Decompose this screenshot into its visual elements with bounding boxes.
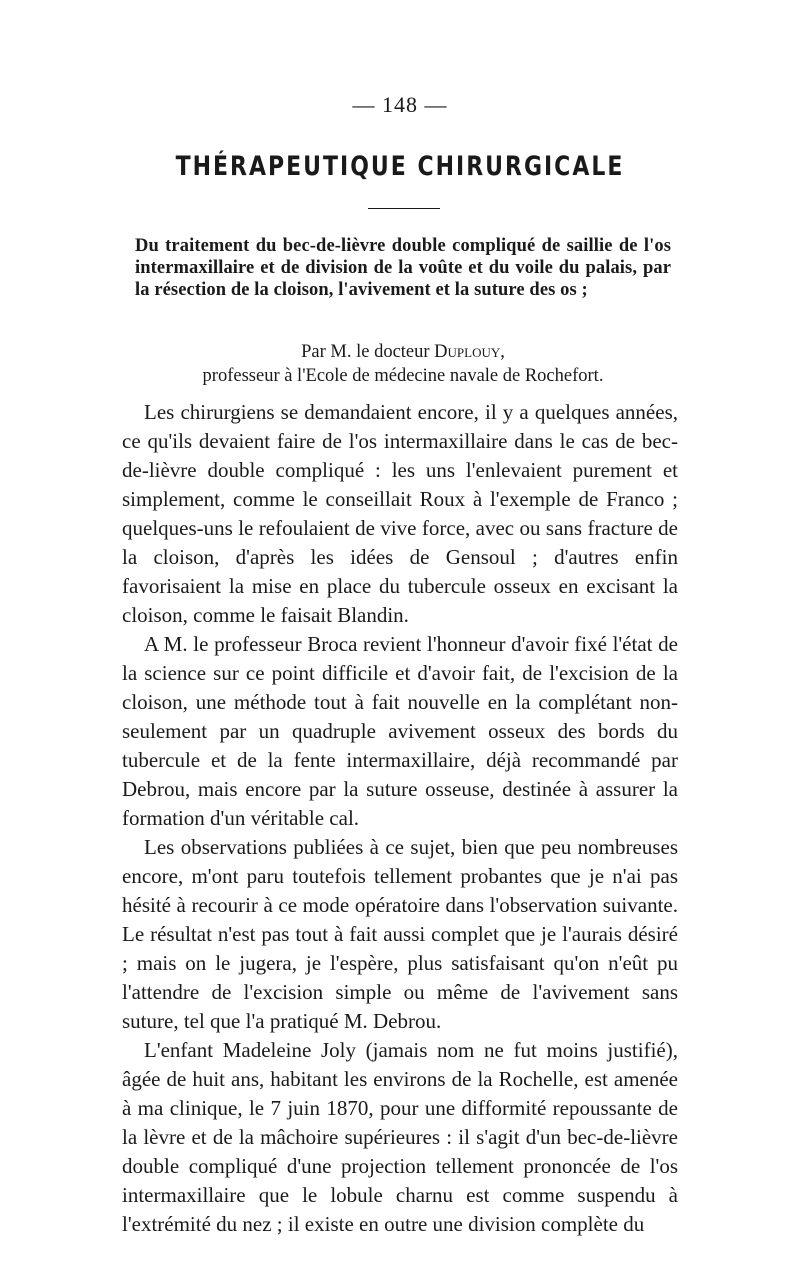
paragraph: Les chirurgiens se demandaient encore, il y a quelques années, ce qu'ils devaient faire de l'os intermaxillaire dans le cas de bec-de-lièvre double compliqué : les uns l'enlevaient purement et simplement, comme le conseillait Roux à l'exemple de Franco ; quelques-uns le refoulaient de vive force, avec ou sans fracture de la cloison, d'après les idées de Gensoul ; d'autres enfin favorisaient la mise en place du tubercule osseux en excisant la cloison, comme le faisait Blandin. [122,400,678,627]
paragraph: A M. le professeur Broca revient l'honneur d'avoir fixé l'état de la science sur ce point difficile et d'avoir fait, de l'excision de la cloison, une méthode tout à fait nouvelle en la complétant non-seulement par un quadruple avivement osseux des bords du tubercule et de la fente intermaxillaire, déjà recommandé par Debrou, mais encore par la suture osseuse, destinée à assurer la formation d'un véritable cal. [122,632,678,830]
paragraph: L'enfant Madeleine Joly (jamais nom ne fut moins justifié), âgée de huit ans, habitant les environs de la Rochelle, est amenée à ma clinique, le 7 juin 1870, pour une difformité repoussante de la lèvre et de la mâchoire supérieures : il s'agit d'un bec-de-lièvre double compliqué d'une projection tellement prononcée de l'os intermaxillaire que le lobule charnu est comme suspendu à l'extrémité du nez ; il existe en outre une division complète du [122,1038,678,1236]
byline-author: Duplouy, [434,342,505,362]
byline-author-line [135,340,671,364]
byline-affiliation: professeur à l'Ecole de médecine navale de Rochefort. [202,366,604,386]
page-number: — 148 — [352,92,448,117]
article-body [122,398,678,1239]
byline-prefix: Par M. le docteur [301,342,430,362]
article-title: Du traitement du bec-de-lièvre double compliqué de saillie de l'os intermaxillaire et de division de la voûte et du voile du palais, par la résection de la cloison, l'avivement et la suture des os ; [135,236,671,300]
section-title: THÉRAPEUTIQUE CHIRURGICALE [175,152,625,182]
title-rule [368,208,440,209]
byline [135,340,671,388]
paragraph: Les observations publiées à ce sujet, bien que peu nombreuses encore, m'ont paru toutefois tellement probantes que je n'ai pas hésité à recourir à ce mode opératoire dans l'observation suivante. Le résultat n'est pas tout à fait aussi complet que je l'aurais désiré ; mais on le jugera, je l'espère, plus satisfaisant qu'on n'eût pu l'attendre de l'excision simple ou même de l'avivement sans suture, tel que l'a pratiqué M. Debrou. [122,835,678,1033]
